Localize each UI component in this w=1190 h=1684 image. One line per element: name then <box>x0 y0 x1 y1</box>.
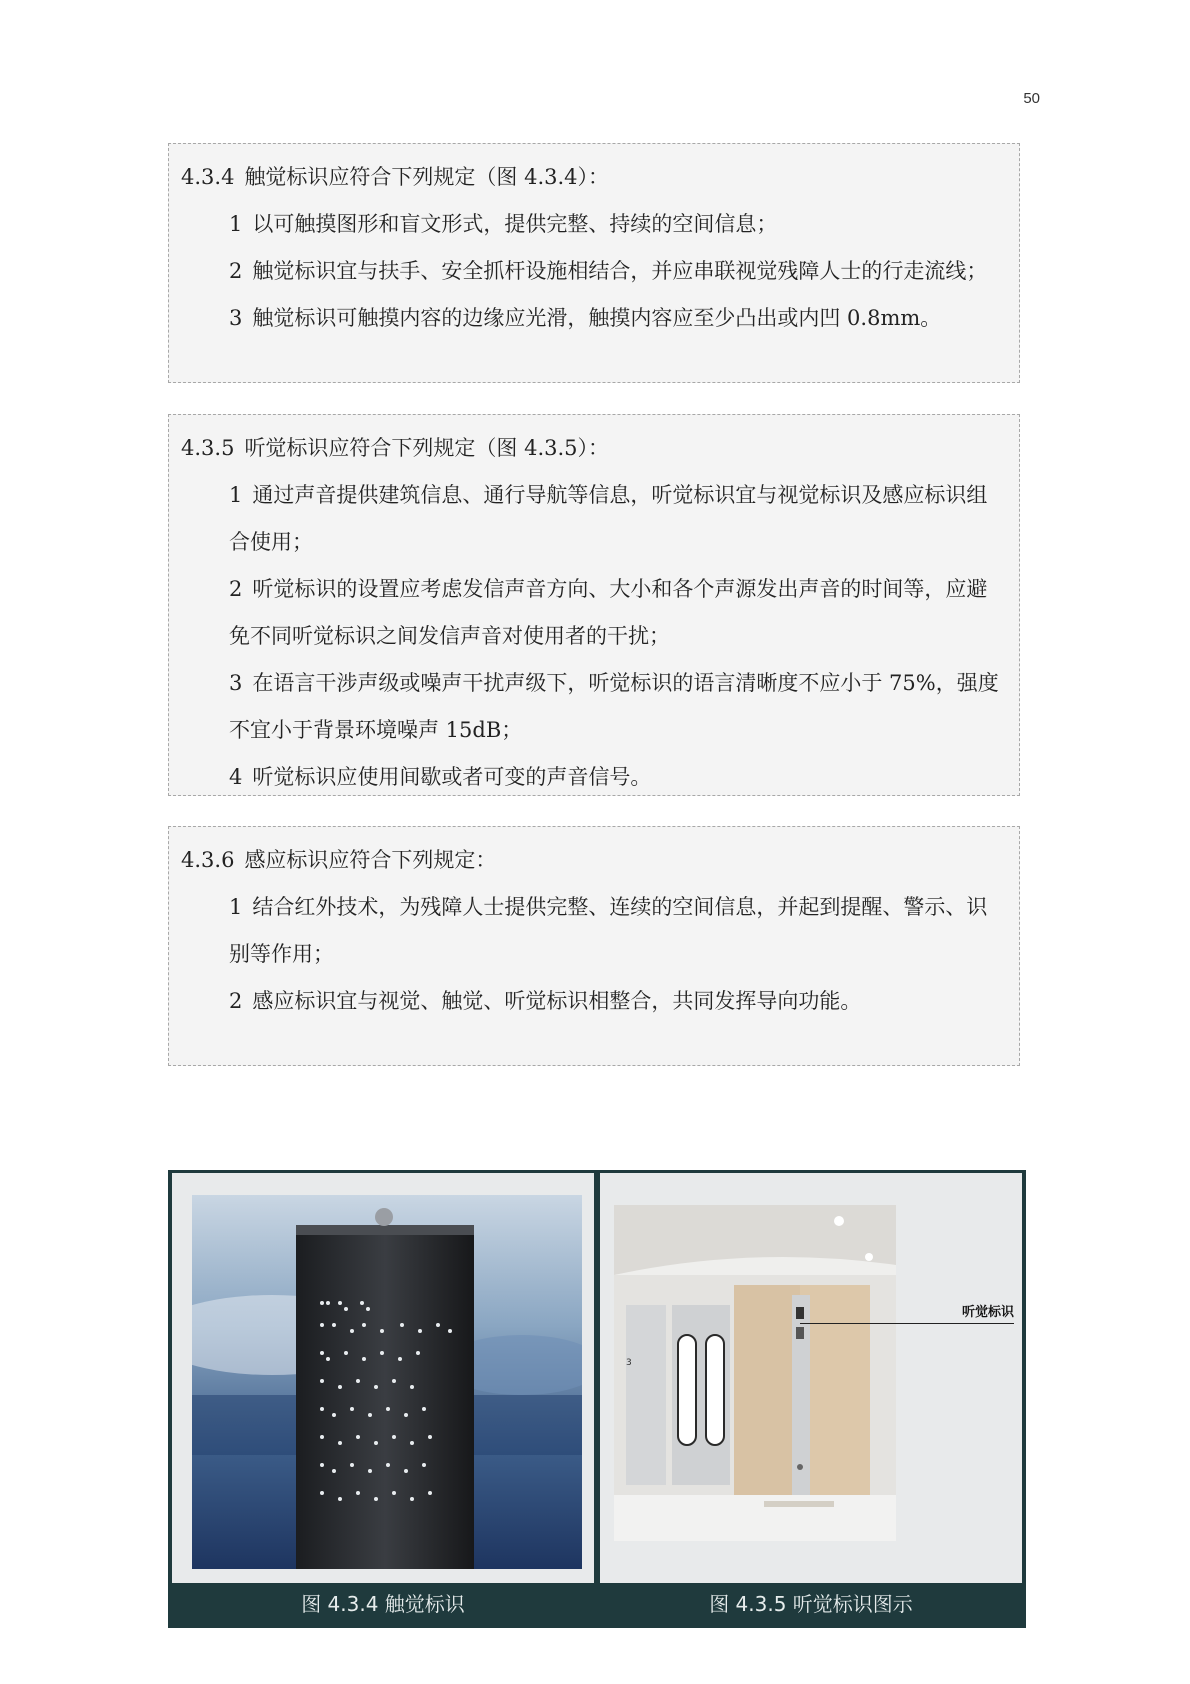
clause-item <box>181 884 1007 978</box>
item-number: 1 <box>229 212 243 236</box>
item-text: 听觉标识的设置应考虑发信声音方向、大小和各个声源发出声音的时间等，应避免不同听觉标识之间发信声音对使用者的干扰； <box>229 577 988 648</box>
clause-item <box>181 201 1007 248</box>
clause-title: 触觉标识应符合下列规定（图 4.3.4）： <box>244 165 610 189</box>
item-text: 以可触摸图形和盲文形式，提供完整、持续的空间信息； <box>252 212 778 236</box>
item-number: 3 <box>229 306 243 330</box>
clause-heading <box>181 425 1007 472</box>
page-number: 50 <box>1023 90 1040 107</box>
clause-box-4-3-6 <box>168 826 1020 1066</box>
item-number: 1 <box>229 895 243 919</box>
figure-caption-left: 图 4.3.4 触觉标识 <box>301 1592 465 1616</box>
item-text: 在语言干涉声级或噪声干扰声级下，听觉标识的语言清晰度不应小于 75%，强度不宜小于背景环境噪声 15dB； <box>229 671 999 742</box>
clause-heading <box>181 837 1007 884</box>
clause-number: 4.3.4 <box>181 165 235 189</box>
clause-title: 感应标识应符合下列规定： <box>244 848 497 872</box>
item-number: 2 <box>229 259 243 283</box>
figure-left-area <box>172 1173 594 1583</box>
item-text: 触觉标识可触摸内容的边缘应光滑，触摸内容应至少凸出或内凹 0.8mm。 <box>252 306 942 330</box>
item-number: 2 <box>229 989 243 1013</box>
item-text: 结合红外技术，为残障人士提供完整、连续的空间信息，并起到提醒、警示、识别等作用； <box>229 895 988 966</box>
clause-item <box>181 660 1007 754</box>
item-number: 2 <box>229 577 243 601</box>
item-text: 触觉标识宜与扶手、安全抓杆设施相结合，并应串联视觉残障人士的行走流线； <box>252 259 988 283</box>
item-text: 感应标识宜与视觉、触觉、听觉标识相整合，共同发挥导向功能。 <box>252 989 862 1013</box>
clause-box-4-3-5 <box>168 414 1020 796</box>
item-text: 通过声音提供建筑信息、通行导航等信息，听觉标识宜与视觉标识及感应标识组合使用； <box>229 483 988 554</box>
clause-item <box>181 248 1007 295</box>
clause-box-4-3-4 <box>168 143 1020 383</box>
elevator-lobby-illustration <box>614 1205 896 1541</box>
callout-label: 听觉标识 <box>962 1305 1015 1320</box>
clause-item <box>181 566 1007 660</box>
clause-heading <box>181 154 1007 201</box>
clause-item <box>181 472 1007 566</box>
clause-item <box>181 978 1007 1025</box>
item-number: 3 <box>229 671 243 695</box>
item-number: 1 <box>229 483 243 507</box>
clause-number: 4.3.5 <box>181 436 235 460</box>
clause-item <box>181 754 1007 801</box>
callout-line <box>800 1323 1014 1324</box>
clause-item <box>181 295 1007 342</box>
item-number: 4 <box>229 765 243 789</box>
braille-sign-photo <box>192 1195 582 1569</box>
item-text: 听觉标识应使用间歇或者可变的声音信号。 <box>252 765 652 789</box>
figure-panel <box>168 1170 1026 1628</box>
clause-number: 4.3.6 <box>181 848 235 872</box>
figure-caption-right: 图 4.3.5 听觉标识图示 <box>709 1592 913 1616</box>
figure-right-area <box>600 1173 1022 1583</box>
clause-title: 听觉标识应符合下列规定（图 4.3.5）： <box>244 436 610 460</box>
svg-text:3: 3 <box>626 1358 632 1368</box>
